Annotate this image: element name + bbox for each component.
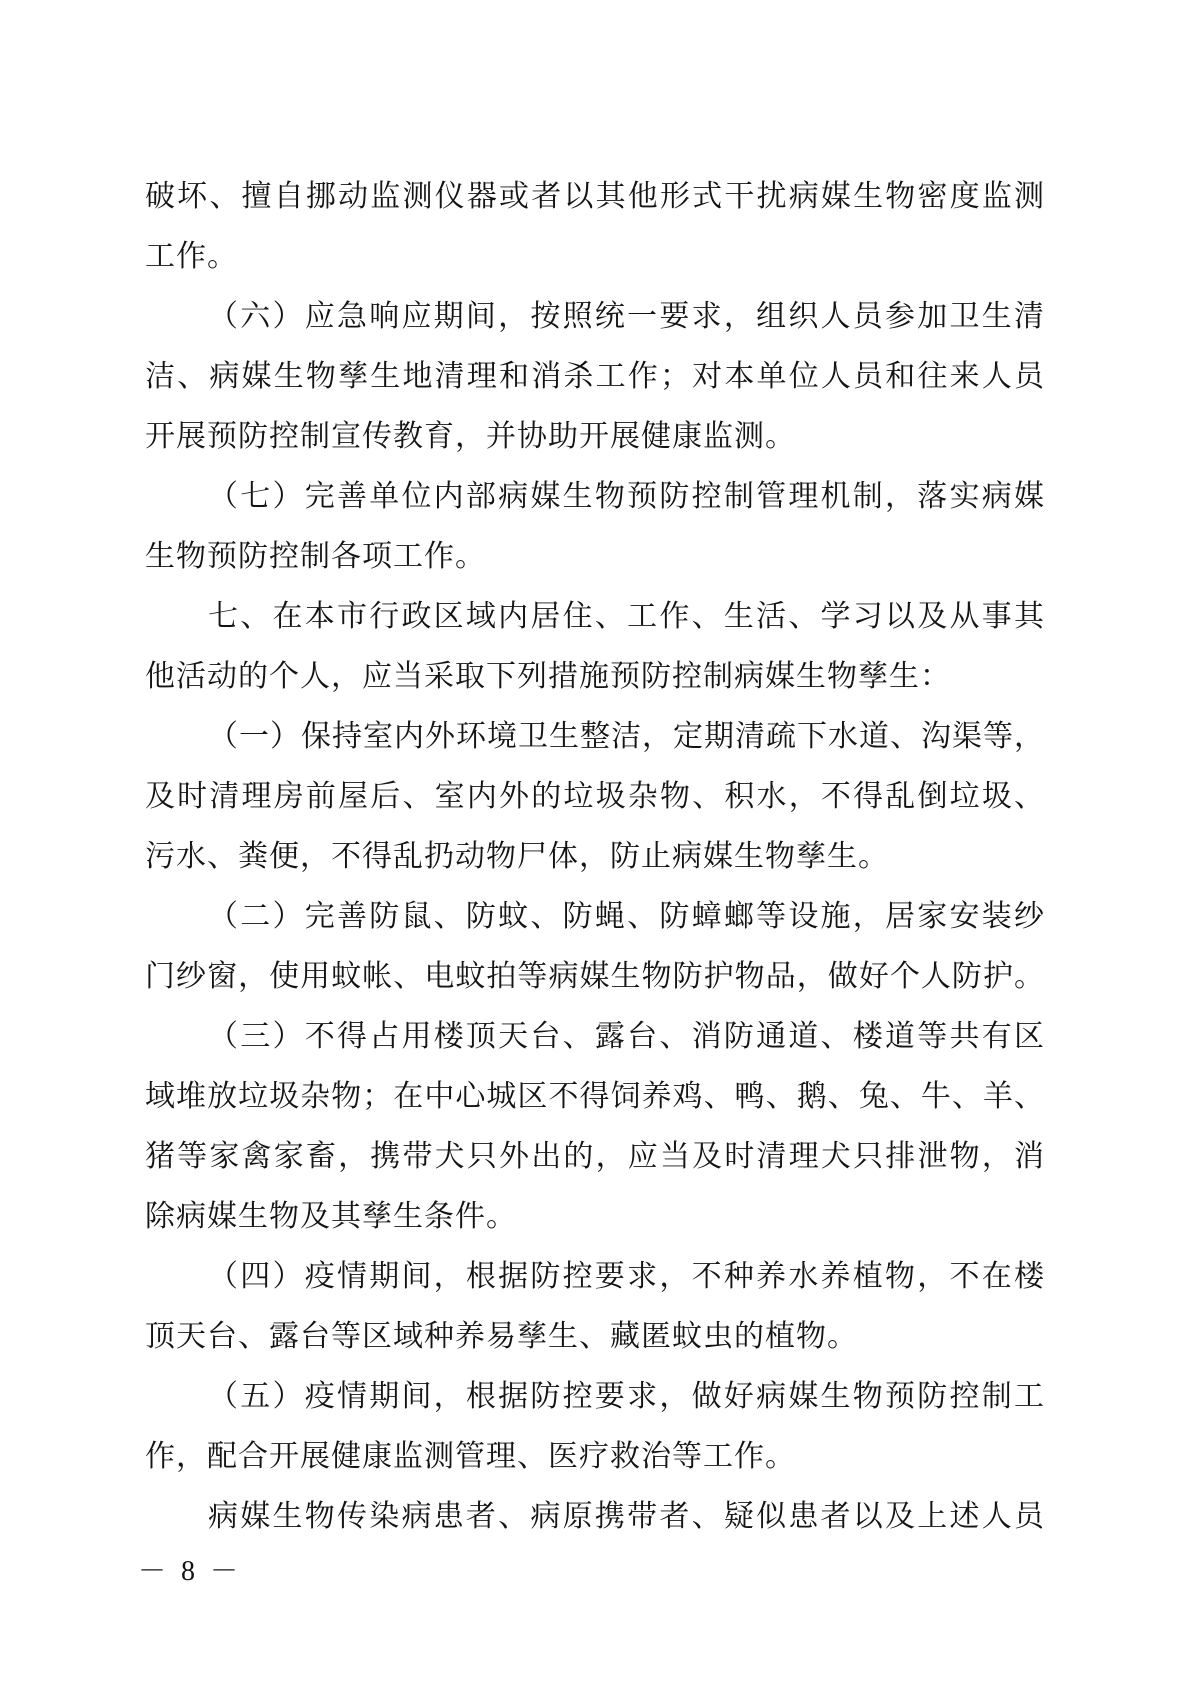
text-line: 洁、病媒生物孳生地清理和消杀工作；对本单位人员和往来人员: [145, 360, 1045, 393]
text-line: 作，配合开展健康监测管理、医疗救治等工作。: [145, 1440, 796, 1473]
text-line: （五）疫情期间，根据防控要求，做好病媒生物预防控制工: [208, 1380, 1045, 1413]
text-line: 门纱窗，使用蚊帐、电蚊拍等病媒生物防护物品，做好个人防护。: [145, 960, 1045, 993]
text-line: 及时清理房前屋后、室内外的垃圾杂物、积水，不得乱倒垃圾、: [145, 780, 1045, 813]
text-line: 他活动的个人，应当采取下列措施预防控制病媒生物孳生：: [145, 660, 951, 693]
text-line: 污水、粪便，不得乱扔动物尸体，防止病媒生物孳生。: [145, 840, 889, 873]
text-line: （七）完善单位内部病媒生物预防控制管理机制，落实病媒: [208, 480, 1045, 513]
text-line: 开展预防控制宣传教育，并协助开展健康监测。: [145, 420, 796, 453]
text-line: 破坏、擅自挪动监测仪器或者以其他形式干扰病媒生物密度监测: [145, 180, 1045, 213]
text-line: 生物预防控制各项工作。: [145, 540, 486, 573]
text-line: 除病媒生物及其孳生条件。: [145, 1200, 517, 1233]
page-number: － 8 －: [138, 1556, 243, 1587]
text-line: 猪等家禽家畜，携带犬只外出的，应当及时清理犬只排泄物，消: [145, 1140, 1045, 1173]
text-line: （三）不得占用楼顶天台、露台、消防通道、楼道等共有区: [208, 1020, 1045, 1053]
text-line: 工作。: [145, 240, 238, 273]
text-line: （二）完善防鼠、防蚊、防蝇、防蟑螂等设施，居家安装纱: [208, 900, 1045, 933]
text-line: （一）保持室内外环境卫生整洁，定期清疏下水道、沟渠等，: [208, 720, 1045, 753]
text-line: （四）疫情期间，根据防控要求，不种养水养植物，不在楼: [208, 1260, 1045, 1293]
text-line: 七、在本市行政区域内居住、工作、生活、学习以及从事其: [208, 600, 1045, 633]
text-line: 病媒生物传染病患者、病原携带者、疑似患者以及上述人员: [208, 1500, 1045, 1533]
text-line: （六）应急响应期间，按照统一要求，组织人员参加卫生清: [208, 300, 1045, 333]
text-line: 域堆放垃圾杂物；在中心城区不得饲养鸡、鸭、鹅、兔、牛、羊、: [145, 1080, 1045, 1113]
text-line: 顶天台、露台等区域种养易孳生、藏匿蚊虫的植物。: [145, 1320, 858, 1353]
document-body: [145, 167, 1045, 1547]
